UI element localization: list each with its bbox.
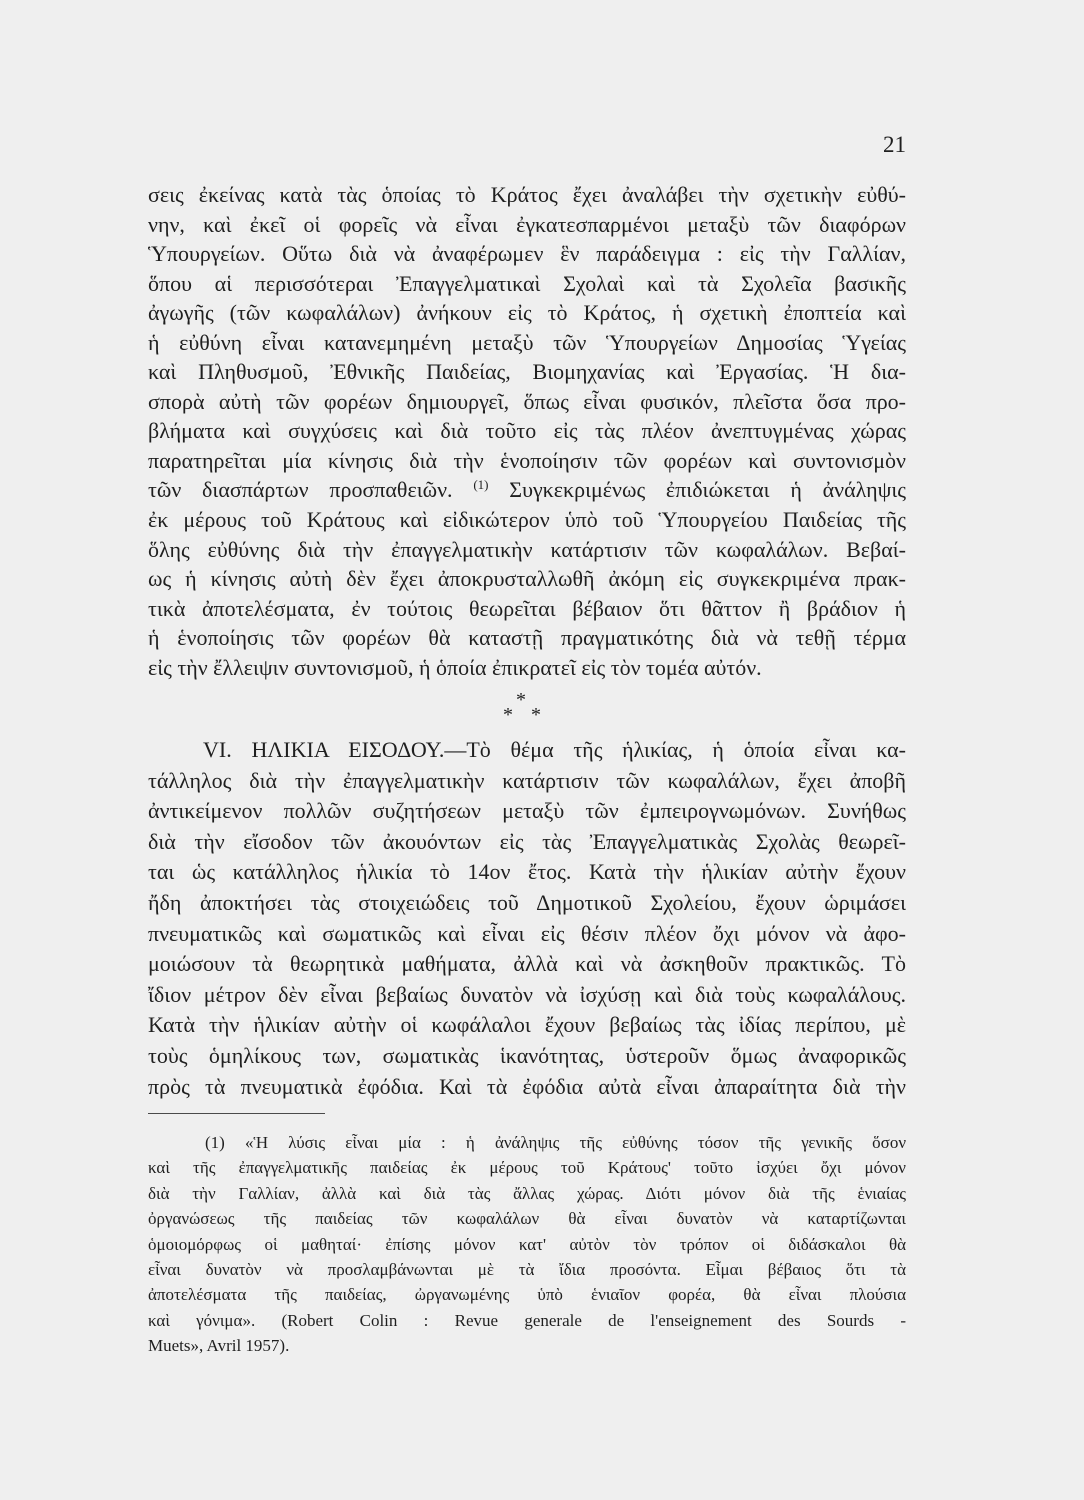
body-line xyxy=(148,475,906,505)
section-break-star: * xyxy=(531,704,541,726)
paragraph-1 xyxy=(148,180,906,682)
body-line: τικὰ ἀποτελέσματα, ἐν τούτοις θεωρεῖται βέβαιον ὅτι θᾶττον ἢ βράδιον ἡ xyxy=(148,595,906,621)
section-break-star: * xyxy=(503,704,513,726)
body-line: ἴδιον μέτρον δὲν εἶναι βεβαίως δυνατὸν νὰ ἰσχύσῃ καὶ διὰ τοὺς κωφαλάλους. xyxy=(148,981,906,1007)
body-line: ἀντικείμενον πολλῶν συζητήσεων μεταξὺ τῶν ἐμπειρογνωμόνων. Συνήθως xyxy=(148,798,906,824)
body-line: ἡ ἑνοποίησις τῶν φορέων θὰ καταστῇ πραγματικότης διὰ νὰ τεθῇ τέρμα xyxy=(148,625,906,651)
footnote-line: καὶ γόνιμα». (Robert Colin : Revue generale de l'enseignement des Sourds - xyxy=(148,1310,906,1330)
page-number: 21 xyxy=(883,132,906,157)
footnote-line xyxy=(148,1130,906,1155)
body-line: βλήματα καὶ συγχύσεις καὶ διὰ τοῦτο εἰς τὰς πλέον ἀνεπτυγμένας χώρας xyxy=(148,418,906,444)
body-line: νην, καὶ ἐκεῖ οἱ φορεῖς νὰ εἶναι ἐγκατεσπαρμένοι μεταξὺ τῶν διαφόρων xyxy=(148,211,906,237)
footnote-marker: (1) xyxy=(205,1133,225,1152)
body-text: τῶν διασπάρτων προσπαθειῶν. xyxy=(148,477,453,503)
body-line: ὅπου αἱ περισσότεραι Ἐπαγγελματικαὶ Σχολαὶ καὶ τὰ Σχολεῖα βασικῆς xyxy=(148,270,906,296)
body-line: εἰς τὴν ἔλλειψιν συντονισμοῦ, ἡ ὁποία ἐπικρατεῖ εἰς τὸν τομέα αὐτόν. xyxy=(148,654,762,680)
body-line: μοιώσουν τὰ θεωρητικὰ μαθήματα, ἀλλὰ καὶ νὰ ἀσκηθοῦν πρακτικῶς. Τὸ xyxy=(148,951,906,977)
footnote-text: «Ἡ λύσις εἶναι μία : ἡ ἀνάληψις τῆς εὐθύνης τόσον τῆς γενικῆς ὅσον xyxy=(245,1133,907,1152)
body-line: ἀγωγῆς (τῶν κωφαλάλων) ἀνήκουν εἰς τὸ Κράτος, ἡ σχετικὴ ἐποπτεία καὶ xyxy=(148,300,906,326)
body-line: Ὑπουργείων. Οὕτω διὰ νὰ ἀναφέρωμεν ἓν παράδειγμα : εἰς τὴν Γαλλίαν, xyxy=(148,241,906,267)
footnote-line: ὁμοιομόρφως οἱ μαθηταί· ἐπίσης μόνον κατ' αὐτὸν τὸν τρόπον οἱ διδάσκαλοι θὰ xyxy=(148,1234,906,1254)
footnote-reference: (1) xyxy=(473,477,489,493)
body-line: ως ἡ κίνησις αὐτὴ δὲν ἔχει ἀποκρυσταλλωθῆ ἀκόμη εἰς συγκεκριμένα πρακ- xyxy=(148,566,906,592)
body-line: σπορὰ αὐτὴ τῶν φορέων δημιουργεῖ, ὅπως εἶναι φυσικόν, πλεῖστα ὅσα προ- xyxy=(148,388,906,414)
section-heading: VI. ΗΛΙΚΙΑ ΕΙΣΟΔΟΥ. xyxy=(203,737,445,762)
footnote-line: ἀποτελέσματα τῆς παιδείας, ὠργανωμένης ὑπὸ ἑνιαῖον φορέα, θὰ εἶναι πλούσια xyxy=(148,1285,906,1305)
footnote-line: εἶναι δυνατὸν νὰ προσλαμβάνωνται μὲ τὰ ἴδια προσόντα. Εἶμαι βέβαιος ὅτι τὰ xyxy=(148,1260,906,1280)
body-text: Συγκεκριμένως ἐπιδιώκεται ἡ ἀνάληψις xyxy=(509,477,906,503)
body-line: ὅλης εὐθύνης διὰ τὴν ἐπαγγελματικὴν κατάρτισιν τῶν κωφαλάλων. Βεβαί- xyxy=(148,536,906,562)
footnote-line: καὶ τῆς ἐπαγγελματικῆς παιδείας ἐκ μέρους τοῦ Κράτους' τοῦτο ἰσχύει ὄχι μόνον xyxy=(148,1158,906,1178)
body-line: Κατὰ τὴν ἡλικίαν αὐτὴν οἱ κωφάλαλοι ἔχουν βεβαίως τὰς ἰδίας περίπου, μὲ xyxy=(148,1012,906,1038)
footnote-separator xyxy=(148,1113,325,1114)
body-line: ἡ εὐθύνη εἶναι κατανεμημένη μεταξὺ τῶν Ὑπουργείων Δημοσίας Ὑγείας xyxy=(148,329,906,355)
body-line: ἐκ μέρους τοῦ Κράτους καὶ εἰδικώτερον ὑπὸ τοῦ Ὑπουργείου Παιδείας τῆς xyxy=(148,507,906,533)
footnote-line: ὀργανώσεως τῆς παιδείας τῶν κωφαλάλων θὰ εἶναι δυνατὸν νὰ καταρτίζωνται xyxy=(148,1209,906,1229)
footnote-line: διὰ τὴν Γαλλίαν, ἀλλὰ καὶ διὰ τὰς ἄλλας χώρας. Διότι μόνον διὰ τῆς ἑνιαίας xyxy=(148,1183,906,1203)
paragraph-2 xyxy=(148,735,906,1102)
body-line: τάλληλος διὰ τὴν ἐπαγγελματικὴν κατάρτισιν τῶν κωφαλάλων, ἔχει ἀποβῆ xyxy=(148,767,906,793)
footnote-line: Muets», Avril 1957). xyxy=(148,1336,290,1356)
body-line: ται ὡς κατάλληλος ἡλικία τὸ 14ον ἔτος. Κατὰ τὴν ἡλικίαν αὐτὴν ἔχουν xyxy=(148,859,906,885)
body-text: —Τὸ θέμα τῆς ἡλικίας, ἡ ὁποία εἶναι κα- xyxy=(444,737,906,762)
body-line: σεις ἐκείνας κατὰ τὰς ὁποίας τὸ Κράτος ἔχει ἀναλάβει τὴν σχετικὴν εὐθύ- xyxy=(148,182,906,207)
body-line: ἤδη ἀποκτήσει τὰς στοιχειώδεις τοῦ Δημοτικοῦ Σχολείου, ἔχουν ὡριμάσει xyxy=(148,889,906,915)
body-line: πρὸς τὰ πνευματικὰ ἐφόδια. Καὶ τὰ ἐφόδια αὐτὰ εἶναι ἀπαραίτητα διὰ τὴν xyxy=(148,1073,906,1099)
body-line: διὰ τὴν εἴσοδον τῶν ἀκουόντων εἰς τὰς Ἐπαγγελματικὰς Σχολὰς θεωρεῖ- xyxy=(148,828,906,854)
body-line: τοὺς ὁμηλίκους των, σωματικὰς ἱκανότητας, ὑστεροῦν ὅμως ἀναφορικῶς xyxy=(148,1042,906,1068)
section-break-star: * xyxy=(516,689,526,711)
body-line: πνευματικῶς καὶ σωματικῶς καὶ εἶναι εἰς θέσιν πλέον ὄχι μόνον νὰ ἀφο- xyxy=(148,920,906,946)
body-line: παρατηρεῖται μία κίνησις διὰ τὴν ἑνοποίησιν τῶν φορέων καὶ συντονισμὸν xyxy=(148,447,906,473)
body-line xyxy=(148,735,906,766)
footnote xyxy=(148,1130,906,1359)
body-line: καὶ Πληθυσμοῦ, Ἐθνικῆς Παιδείας, Βιομηχανίας καὶ Ἐργασίας. Ἡ δια- xyxy=(148,359,906,385)
